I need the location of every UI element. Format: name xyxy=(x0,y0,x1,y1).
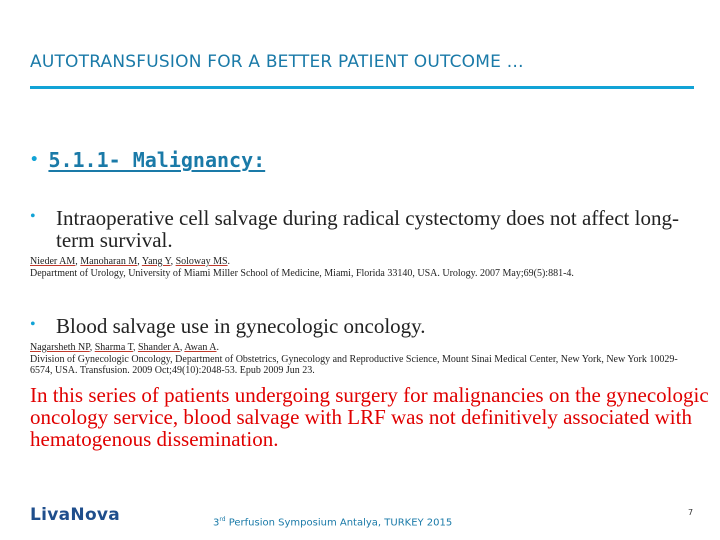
bullet-2-authors: Nagarsheth NP, Sharma T, Shander A, Awan A. xyxy=(30,342,219,353)
author-link[interactable]: Nagarsheth NP xyxy=(30,342,90,353)
footer-event-rest: Perfusion Symposium Antalya, TURKEY 2015 xyxy=(225,517,453,529)
author-link[interactable]: Soloway MS xyxy=(175,256,228,267)
bullet-item-2-text: Blood salvage use in gynecologic oncology. xyxy=(56,314,426,338)
footer-event xyxy=(213,516,452,528)
bullet-2-citation: Division of Gynecologic Oncology, Department of Obstetrics, Gynecology and Reproductive Science, Mount Sinai Medical Center, New York, New York 10029-6574, USA. Transfusion. 2009 Oct;49(10):2048-53. Epub 2009 Jun 23. xyxy=(30,354,678,376)
bullet-1-citation: Department of Urology, University of Miami Miller School of Medicine, Miami, Florida 33140, USA. Urology. 2007 May;69(5):881-4. xyxy=(30,268,574,279)
title-divider xyxy=(30,86,694,89)
bullet-item-1-text: Intraoperative cell salvage during radical cystectomy does not affect long-term survival. xyxy=(56,206,679,252)
author-link[interactable]: Manoharan M xyxy=(80,256,138,267)
logo-part-1: Liva xyxy=(30,505,71,525)
author-link[interactable]: Yang Y xyxy=(141,256,171,267)
slide-title: AUTOTRANSFUSION FOR A BETTER PATIENT OUTCOME … xyxy=(30,52,524,72)
author-link[interactable]: Shander A xyxy=(137,342,180,353)
bullet-item-2 xyxy=(30,315,690,337)
bullet-item-1 xyxy=(30,207,690,251)
bullet-icon: • xyxy=(30,316,36,333)
author-link[interactable]: Nieder AM xyxy=(30,256,76,267)
footer-event-prefix: 3 xyxy=(213,517,220,529)
logo-part-2: Nova xyxy=(70,505,121,525)
bullet-icon: • xyxy=(30,152,39,168)
bullet-icon: • xyxy=(30,208,36,225)
section-heading xyxy=(30,148,265,172)
author-link[interactable]: Awan A xyxy=(184,342,217,353)
footer-event-sup: rd xyxy=(219,516,226,523)
bullet-1-authors: Nieder AM, Manoharan M, Yang Y, Soloway MS. xyxy=(30,256,231,267)
section-heading-text: 5.1.1- Malignancy: xyxy=(48,148,266,172)
livanova-logo xyxy=(30,505,120,525)
author-link[interactable]: Sharma T xyxy=(94,342,133,353)
page-number: 7 xyxy=(688,508,694,517)
conclusion-text: In this series of patients undergoing surgery for malignancies on the gynecologic oncology service, blood salvage with LRF was not definitively associated with hematogenous dissemination. xyxy=(30,383,709,451)
